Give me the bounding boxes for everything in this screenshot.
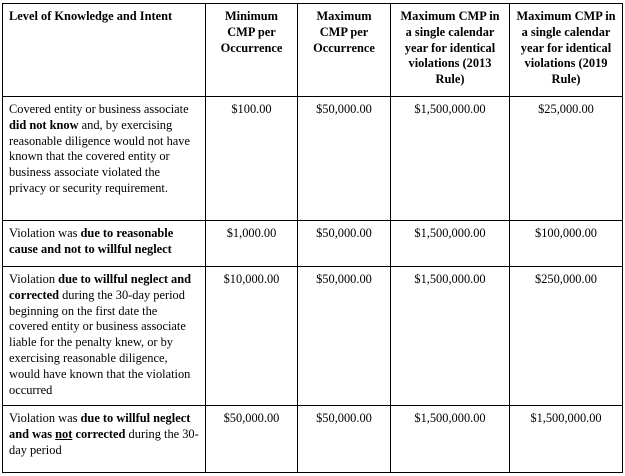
max-year-2019-cell: $250,000.00 (510, 267, 623, 406)
max-year-2013-cell: $1,500,000.00 (391, 221, 510, 267)
level-text-run: during the 30-day period beginning on the first date the covered entity or business associate liable for the penalty knew, or by exercising reasonable diligence, would have known that the violation occurred (9, 287, 191, 397)
max-year-2019-cell: $100,000.00 (510, 221, 623, 267)
level-text-run: due to willful neglect and corrected (9, 272, 192, 302)
min-per-occurrence-cell: $50,000.00 (206, 406, 298, 473)
header-level-of-knowledge: Level of Knowledge and Intent (3, 4, 206, 97)
max-per-occurrence-cell: $50,000.00 (298, 97, 391, 221)
cmp-penalty-table (2, 3, 623, 473)
table-row (3, 97, 623, 221)
max-year-2013-cell: $1,500,000.00 (391, 406, 510, 473)
level-cell (3, 97, 206, 221)
level-text-run: Covered entity or business associate (9, 102, 189, 116)
level-text-run: corrected (72, 426, 126, 441)
level-text-run: Violation was (9, 411, 81, 425)
table-row (3, 406, 623, 473)
max-year-2013-cell: $1,500,000.00 (391, 267, 510, 406)
max-per-occurrence-cell: $50,000.00 (298, 267, 391, 406)
level-text-run: due to willful neglect and was (9, 411, 191, 441)
level-text-run: and, by exercising reasonable diligence would not have known that the covered entity or business associate violated the privacy or security requirement. (9, 117, 190, 195)
level-cell (3, 406, 206, 473)
max-year-2019-cell: $25,000.00 (510, 97, 623, 221)
level-text-run: due to reasonable cause and not to willful neglect (9, 226, 174, 256)
max-year-2019-cell: $1,500,000.00 (510, 406, 623, 473)
table-row (3, 267, 623, 406)
header-row (3, 4, 623, 97)
table-row (3, 221, 623, 267)
max-year-2013-cell: $1,500,000.00 (391, 97, 510, 221)
header-maximum-cmp: Maximum CMP per Occurrence (298, 4, 391, 97)
max-per-occurrence-cell: $50,000.00 (298, 406, 391, 473)
level-text-run: did not know (9, 117, 79, 132)
level-cell (3, 267, 206, 406)
min-per-occurrence-cell: $100.00 (206, 97, 298, 221)
header-minimum-cmp: Minimum CMP per Occurrence (206, 4, 298, 97)
max-per-occurrence-cell: $50,000.00 (298, 221, 391, 267)
level-text-run: Violation (9, 272, 59, 286)
header-max-year-2013: Maximum CMP in a single calendar year for identical violations (2013 Rule) (391, 4, 510, 97)
level-text-run: not (55, 426, 73, 441)
level-text-run: Violation was (9, 226, 81, 240)
level-cell (3, 221, 206, 267)
min-per-occurrence-cell: $10,000.00 (206, 267, 298, 406)
header-max-year-2019: Maximum CMP in a single calendar year for identical violations (2019 Rule) (510, 4, 623, 97)
level-text-run: during the 30-day period (9, 426, 199, 457)
min-per-occurrence-cell: $1,000.00 (206, 221, 298, 267)
